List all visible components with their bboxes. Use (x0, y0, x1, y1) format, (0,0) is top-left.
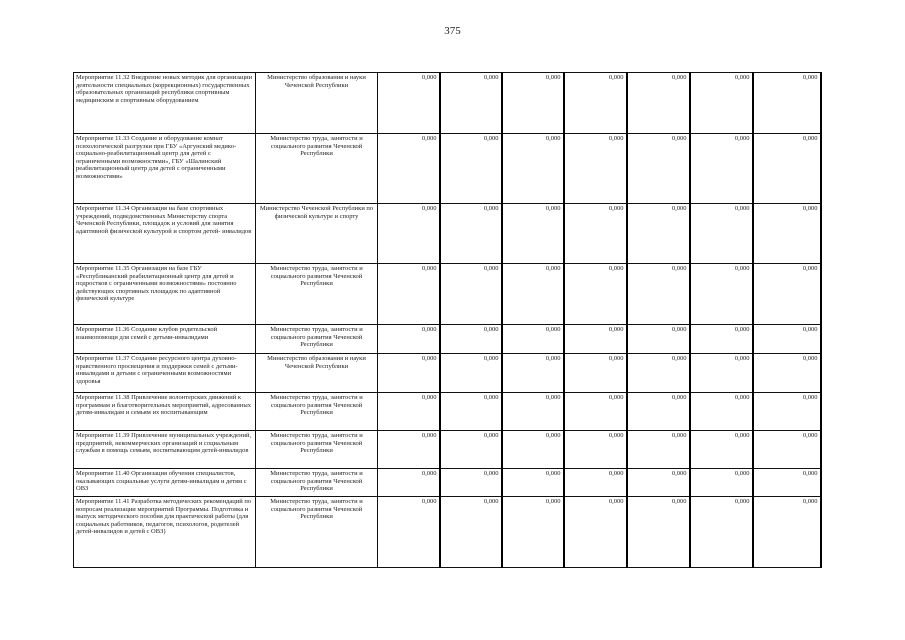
value-cell: 0,000 (753, 73, 821, 134)
activity-cell: Мероприятие 11.41 Разработка методических рекомендаций по вопросам реализации мероприятий Программы. Подготовка и выпуск методического пособия для практической работы (для социальных работников, педагогов, психологов, родителей детей-инвалидов и детей с ОВЗ) (74, 497, 256, 568)
activity-cell: Мероприятие 11.36 Создание клубов родительской взаимопомощи для семей с детьми-инвалидами (74, 325, 256, 354)
value-cell: 0,000 (502, 497, 564, 568)
ministry-cell: Министерство труда, занятости и социального развития Чеченской Республики (256, 393, 378, 431)
table-row (74, 204, 821, 264)
page-number: 375 (444, 25, 461, 37)
value-cell: 0,000 (627, 204, 690, 264)
value-cell: 0,000 (564, 264, 627, 325)
value-cell: 0,000 (753, 469, 821, 497)
value-cell: 0,000 (753, 354, 821, 393)
value-cell: 0,000 (564, 325, 627, 354)
value-cell: 0,000 (627, 264, 690, 325)
value-cell: 0,000 (753, 393, 821, 431)
table-row (74, 264, 821, 325)
value-cell: 0,000 (502, 393, 564, 431)
value-cell: 0,000 (378, 393, 440, 431)
ministry-cell: Министерство труда, занятости и социального развития Чеченской Республики (256, 469, 378, 497)
value-cell: 0,000 (502, 134, 564, 204)
value-cell: 0,000 (378, 469, 440, 497)
value-cell: 0,000 (753, 204, 821, 264)
value-cell: 0,000 (690, 431, 753, 469)
value-cell: 0,000 (690, 73, 753, 134)
activity-cell: Мероприятие 11.33 Создание и оборудование комнат психологической разгрузки при ГБУ «Аргунский медико-социально-реабилитационный центр для детей с ограниченными возможностями», ГБУ «Шалинский реабилитационный центр для детей с ограниченными возможностями» (74, 134, 256, 204)
value-cell: 0,000 (378, 354, 440, 393)
table-row (74, 431, 821, 469)
value-cell: 0,000 (378, 325, 440, 354)
activity-cell: Мероприятие 11.39 Привлечение муниципальных учреждений, предприятий, некоммерческих организаций и социальным службам в помощь семьям, воспитывающим детей-инвалидов (74, 431, 256, 469)
value-cell: 0,000 (440, 264, 502, 325)
value-cell: 0,000 (440, 497, 502, 568)
value-cell: 0,000 (378, 497, 440, 568)
value-cell: 0,000 (564, 393, 627, 431)
value-cell: 0,000 (690, 354, 753, 393)
value-cell: 0,000 (753, 134, 821, 204)
value-cell: 0,000 (753, 264, 821, 325)
value-cell: 0,000 (502, 354, 564, 393)
ministry-cell: Министерство труда, занятости и социального развития Чеченской Республики (256, 264, 378, 325)
value-cell: 0,000 (378, 134, 440, 204)
value-cell: 0,000 (378, 204, 440, 264)
value-cell: 0,000 (564, 431, 627, 469)
value-cell: 0,000 (564, 204, 627, 264)
table-row (74, 497, 821, 568)
value-cell: 0,000 (627, 73, 690, 134)
value-cell: 0,000 (502, 431, 564, 469)
ministry-cell: Министерство труда, занятости и социального развития Чеченской Республики (256, 134, 378, 204)
activity-cell: Мероприятие 11.32 Внедрение новых методик для организации деятельности специальных (коррекционных) государственных образовательных организаций республики спортивным медицинским и спортивным оборудованием (74, 73, 256, 134)
value-cell: 0,000 (690, 497, 753, 568)
value-cell: 0,000 (564, 73, 627, 134)
value-cell: 0,000 (627, 354, 690, 393)
value-cell: 0,000 (627, 497, 690, 568)
value-cell: 0,000 (627, 431, 690, 469)
value-cell: 0,000 (502, 204, 564, 264)
table-row (74, 73, 821, 134)
value-cell: 0,000 (440, 73, 502, 134)
value-cell: 0,000 (690, 264, 753, 325)
activity-cell: Мероприятие 11.40 Организация обучения специалистов, оказывающих социальные услуги детям-инвалидам и детям с ОВЗ (74, 469, 256, 497)
table-row (74, 134, 821, 204)
ministry-cell: Министерство образования и науки Чеченской Республики (256, 73, 378, 134)
value-cell: 0,000 (440, 204, 502, 264)
value-cell: 0,000 (440, 354, 502, 393)
value-cell: 0,000 (627, 325, 690, 354)
value-cell: 0,000 (690, 325, 753, 354)
value-cell: 0,000 (564, 354, 627, 393)
ministry-cell: Министерство образования и науки Чеченской Республики (256, 354, 378, 393)
ministry-cell: Министерство труда, занятости и социального развития Чеченской Республики (256, 497, 378, 568)
value-cell: 0,000 (502, 264, 564, 325)
value-cell: 0,000 (564, 469, 627, 497)
value-cell: 0,000 (627, 134, 690, 204)
value-cell: 0,000 (502, 469, 564, 497)
value-cell: 0,000 (440, 393, 502, 431)
value-cell: 0,000 (378, 431, 440, 469)
table-row (74, 325, 821, 354)
activity-cell: Мероприятие 11.38 Привлечение волонтерских движений к программам и благотворительных мероприятий, адресованных детям-инвалидам и семьям их воспитывающим (74, 393, 256, 431)
table-row (74, 354, 821, 393)
table-row (74, 393, 821, 431)
value-cell: 0,000 (627, 393, 690, 431)
value-cell: 0,000 (502, 325, 564, 354)
value-cell: 0,000 (564, 497, 627, 568)
value-cell: 0,000 (753, 497, 821, 568)
activity-cell: Мероприятие 11.34 Организация на базе спортивных учреждений, подведомственных Министерству спорта Чеченской Республики, площадок и условий для занятия адаптивной физической культурой и спортом детей- инвалидов (74, 204, 256, 264)
value-cell: 0,000 (690, 469, 753, 497)
value-cell: 0,000 (690, 393, 753, 431)
value-cell: 0,000 (690, 134, 753, 204)
activity-cell: Мероприятие 11.35 Организация на базе ГБУ «Республиканский реабилитационный центр для детей и подростков с ограниченными возможностями» постоянно действующих спортивных площадок по адаптивной физической культуре (74, 264, 256, 325)
value-cell: 0,000 (690, 204, 753, 264)
value-cell: 0,000 (378, 73, 440, 134)
activity-cell: Мероприятие 11.37 Создание ресурсного центра духовно-нравственного просвещения и поддержки семей с детьми-инвалидами и детьми с ограниченными возможностями здоровья (74, 354, 256, 393)
program-activities-table (73, 72, 822, 568)
value-cell: 0,000 (440, 431, 502, 469)
ministry-cell: Министерство труда, занятости и социального развития Чеченской Республики (256, 431, 378, 469)
value-cell: 0,000 (440, 134, 502, 204)
value-cell: 0,000 (564, 134, 627, 204)
table-row (74, 469, 821, 497)
value-cell: 0,000 (627, 469, 690, 497)
value-cell: 0,000 (440, 469, 502, 497)
ministry-cell: Министерство Чеченской Республики по физической культуре и спорту (256, 204, 378, 264)
ministry-cell: Министерство труда, занятости и социального развития Чеченской Республики (256, 325, 378, 354)
value-cell: 0,000 (440, 325, 502, 354)
value-cell: 0,000 (753, 325, 821, 354)
value-cell: 0,000 (753, 431, 821, 469)
value-cell: 0,000 (378, 264, 440, 325)
value-cell: 0,000 (502, 73, 564, 134)
